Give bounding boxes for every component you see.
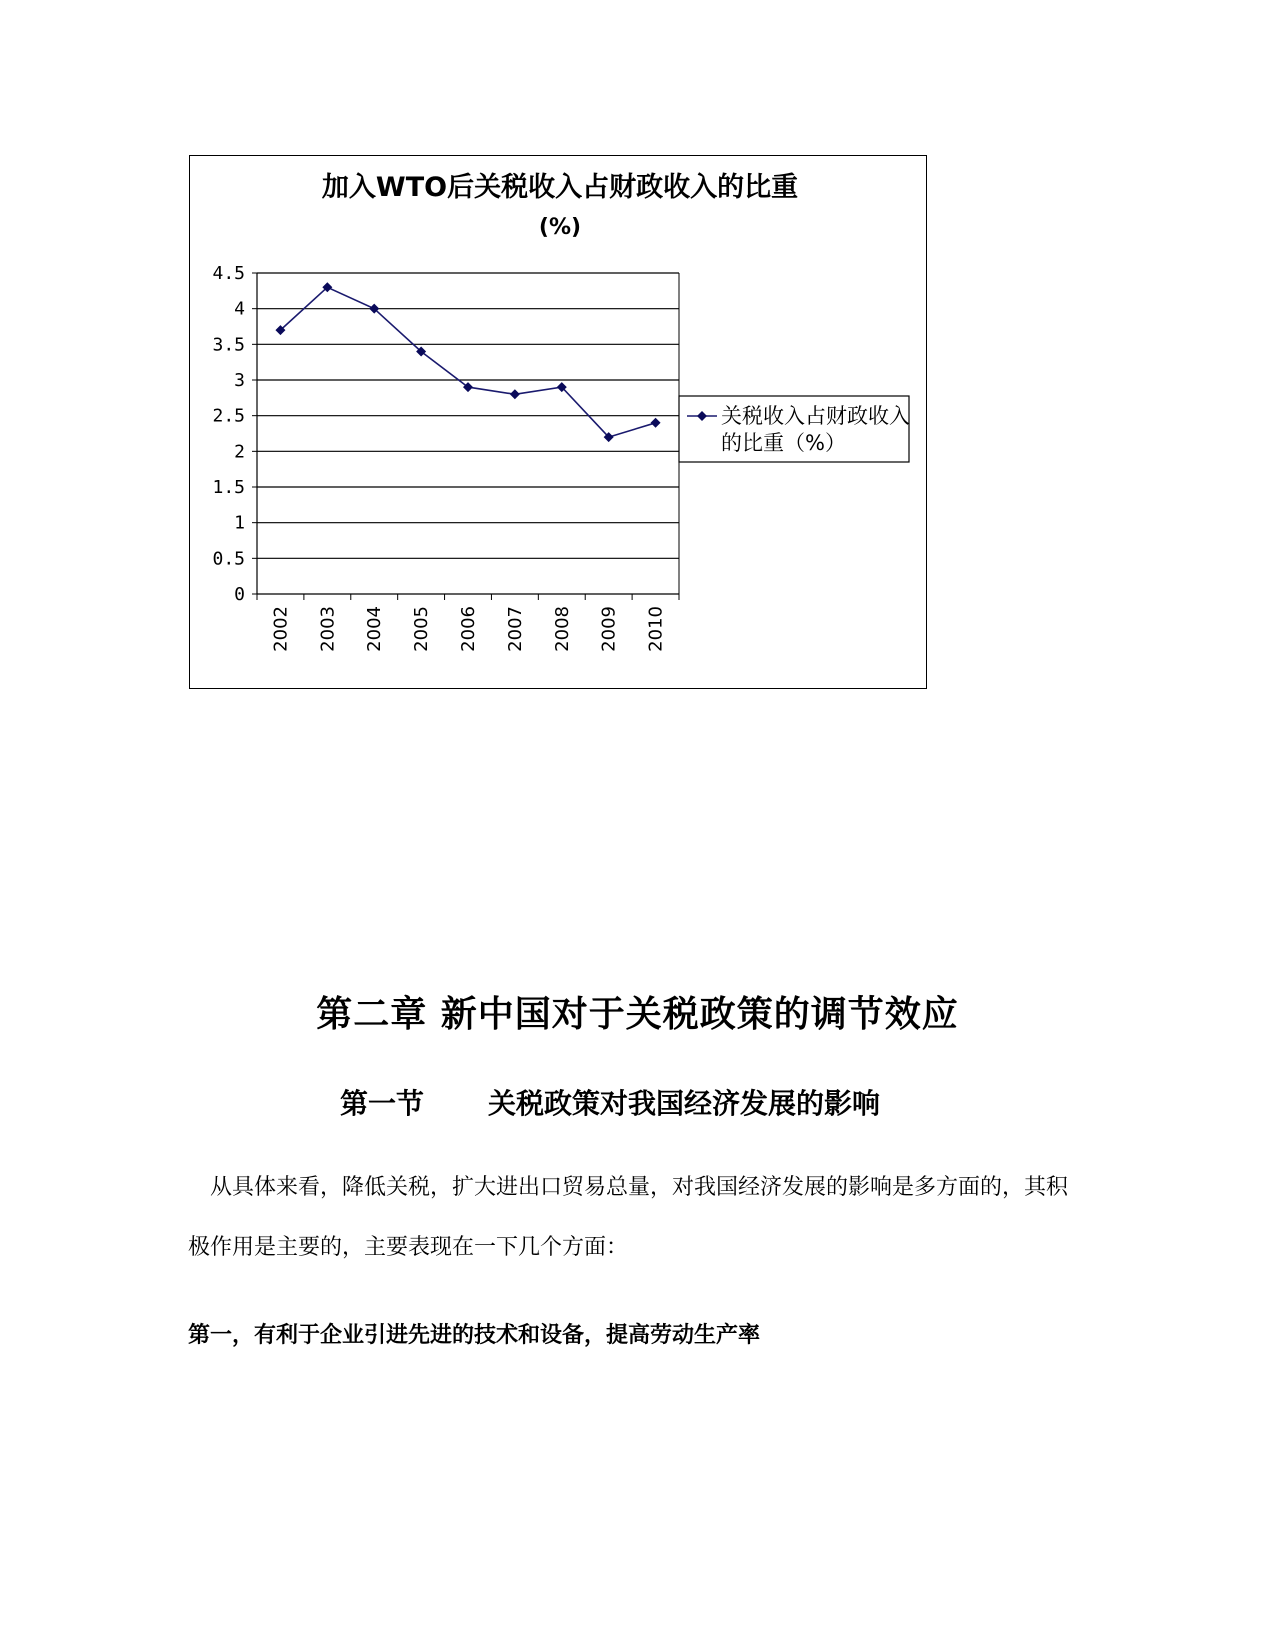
point-heading-1: 第一，有利于企业引进先进的技术和设备，提高劳动生产率 (188, 1322, 761, 1348)
chart-title: 加入WTO后关税收入占财政收入的比重 (321, 172, 799, 203)
section-heading (340, 1082, 880, 1122)
y-tick-label: 2.5 (212, 405, 245, 427)
data-point (651, 418, 661, 428)
chart-frame (189, 155, 927, 689)
y-tick-label: 0.5 (212, 548, 245, 570)
x-tick-label: 2005 (411, 606, 433, 652)
x-tick-label: 2009 (598, 606, 620, 652)
y-tick-label: 3 (234, 370, 245, 391)
y-tick-label: 2 (234, 441, 245, 463)
y-tick-label: 3.5 (212, 334, 245, 356)
y-tick-label: 1 (234, 512, 245, 534)
y-tick-label: 0 (234, 584, 245, 605)
x-tick-label: 2004 (364, 606, 386, 652)
series-line (280, 287, 655, 437)
x-tick-label: 2010 (645, 606, 667, 652)
x-tick-label: 2007 (504, 606, 526, 652)
section-number: 第一节 (340, 1087, 425, 1120)
legend-label-line1: 关税收入占财政收入 (721, 404, 910, 428)
section-title: 关税政策对我国经济发展的影响 (488, 1087, 881, 1120)
body-paragraph: 从具体来看，降低关税，扩大进出口贸易总量，对我国经济发展的影响是多方面的，其积极作用是主要的，主要表现在一下几个方面： (188, 1175, 1069, 1260)
x-tick-label: 2003 (317, 606, 339, 652)
legend-label-line2: 的比重（%） (721, 431, 846, 455)
x-tick-label: 2006 (458, 606, 479, 652)
chart-subtitle: (%) (538, 215, 582, 240)
data-point (510, 389, 520, 399)
x-tick-label: 2008 (551, 606, 573, 652)
y-tick-label: 1.5 (212, 477, 245, 498)
chapter-title: 第二章 新中国对于关税政策的调节效应 (316, 993, 959, 1035)
y-tick-label: 4.5 (212, 263, 245, 284)
y-tick-label: 4 (234, 298, 245, 320)
x-tick-label: 2002 (270, 606, 292, 652)
line-chart (190, 156, 926, 688)
